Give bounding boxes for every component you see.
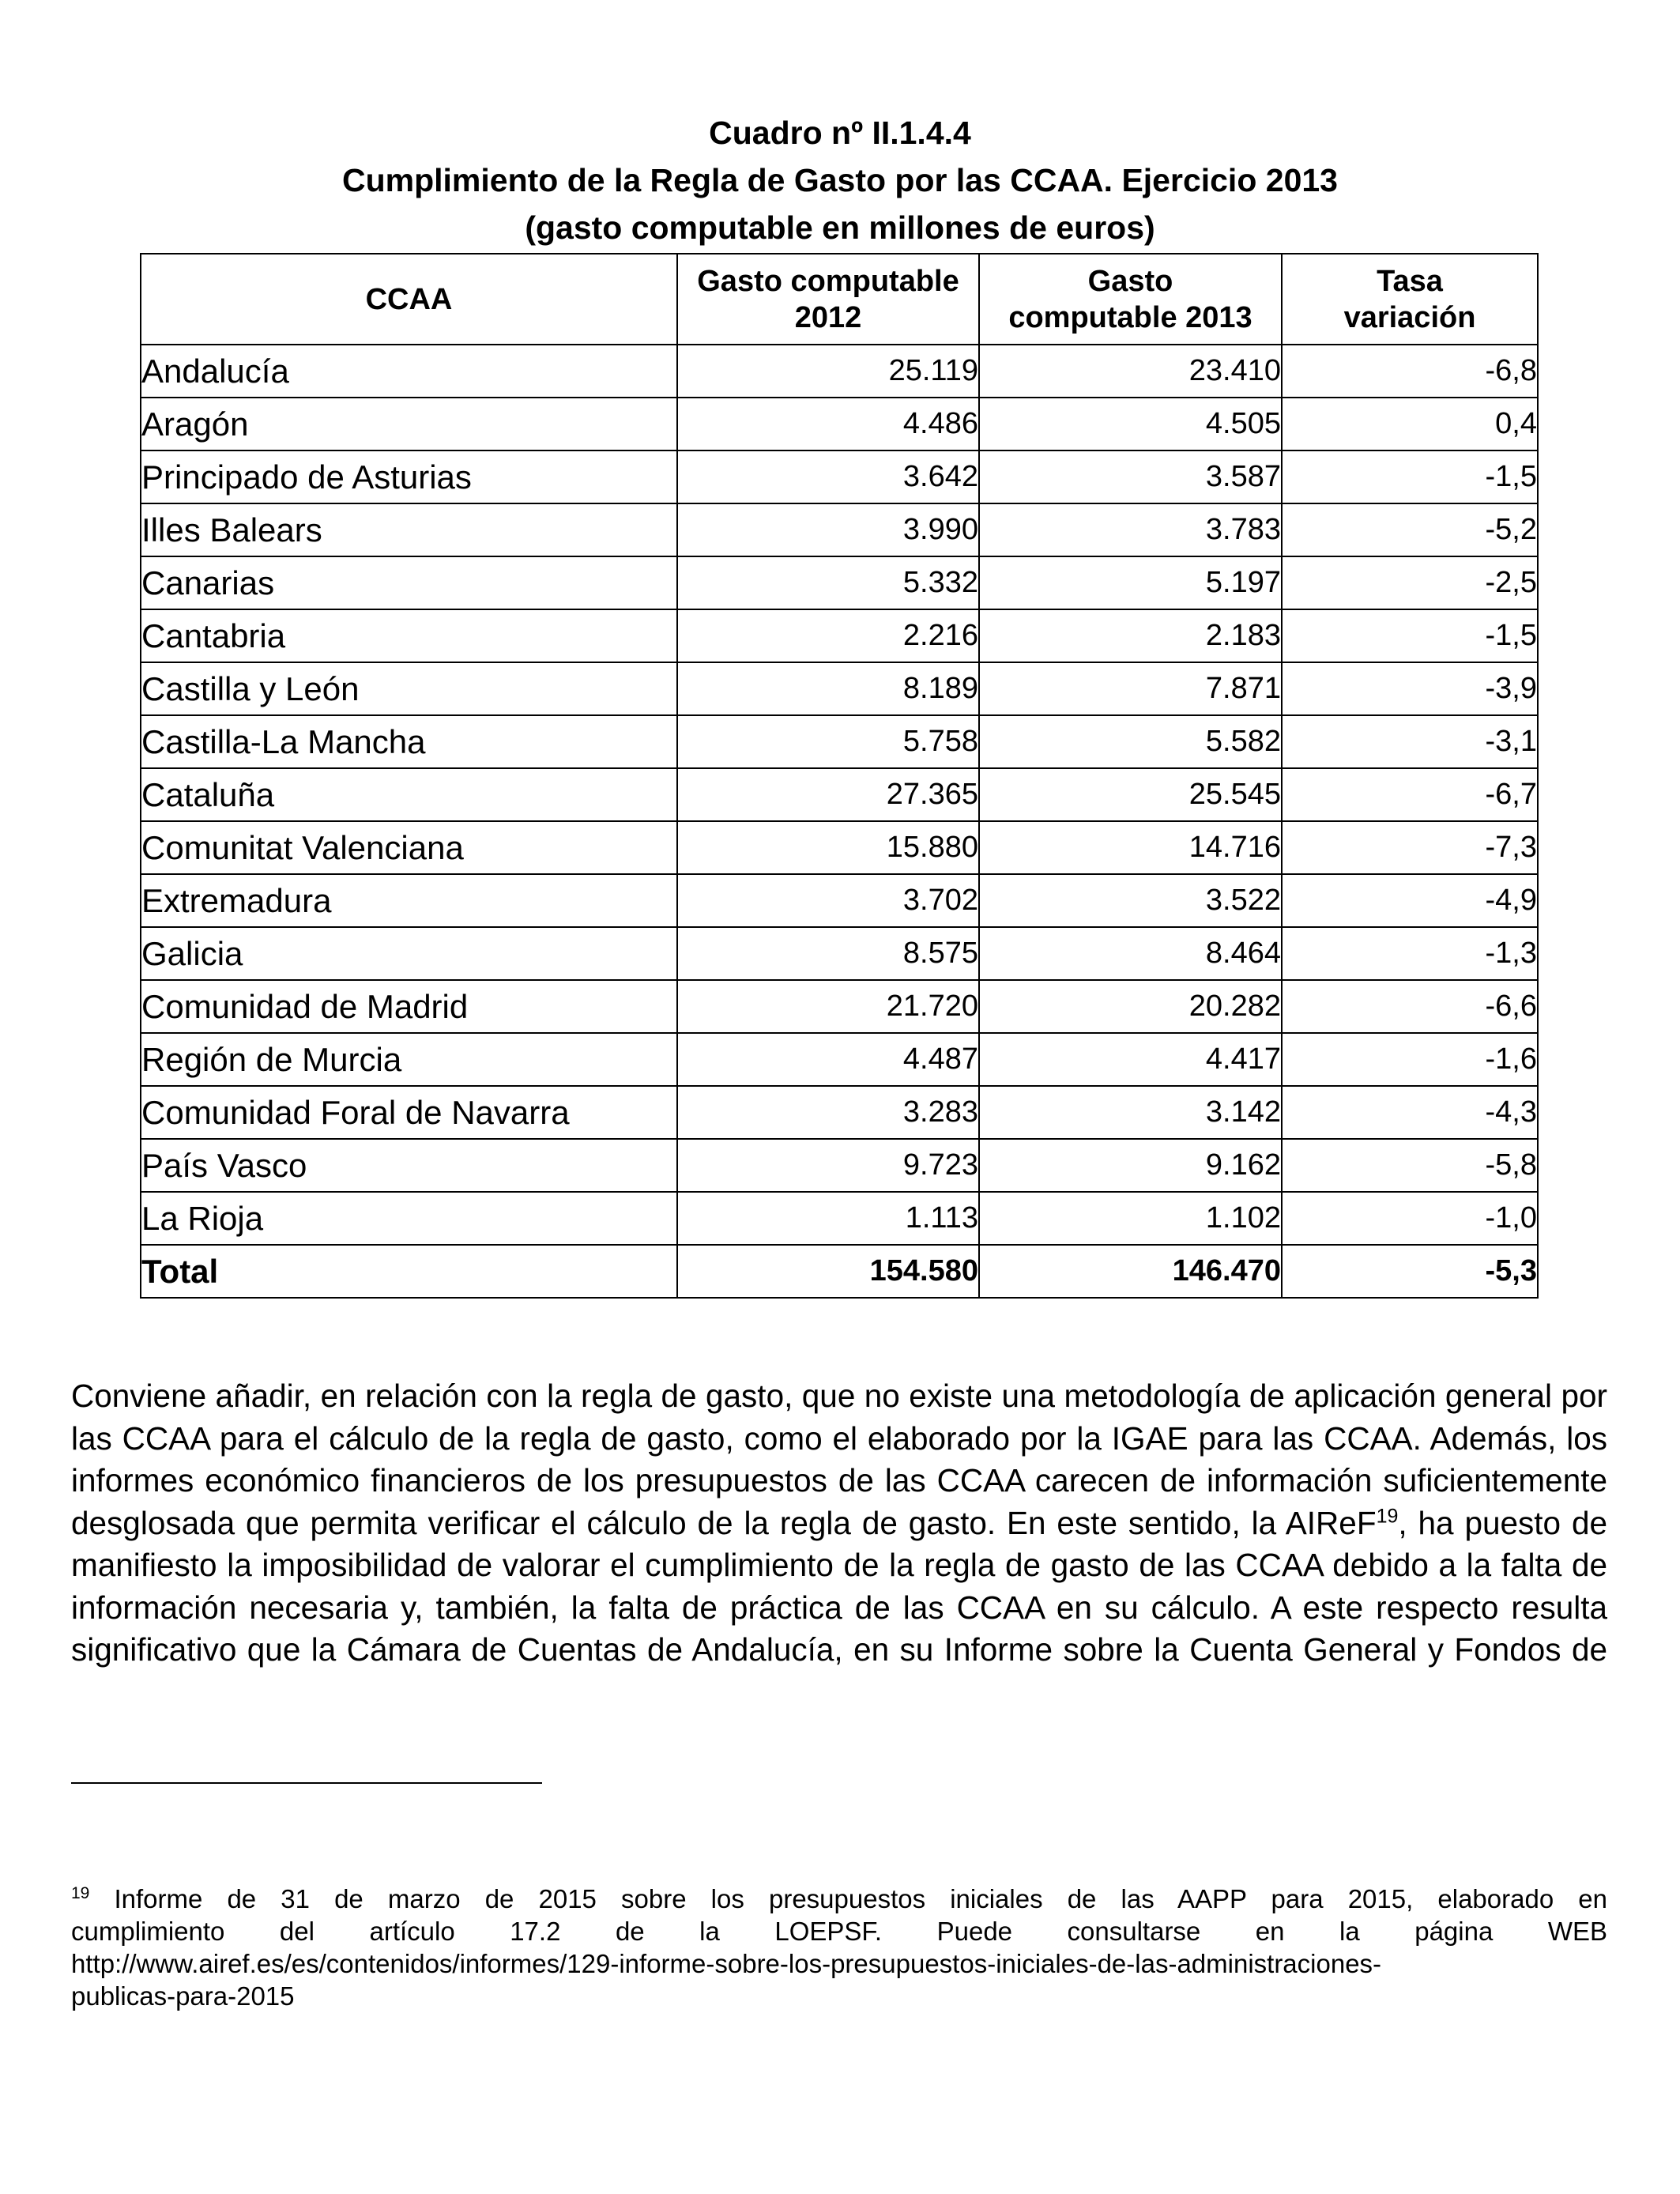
paragraph-line: la Cámara de Cuentas de Andalucía, en su Informe sobre la Cuenta General y Fondos de: [311, 1631, 1607, 1668]
total-tasa: -5,3: [1282, 1245, 1538, 1298]
row-gasto-2013: 4.417: [979, 1033, 1282, 1086]
table-title: Cumplimiento de la Regla de Gasto por las CCAA. Ejercicio 2013: [342, 162, 1338, 198]
row-name: Comunidad Foral de Navarra: [141, 1086, 677, 1139]
table-row: [141, 1139, 1538, 1192]
row-gasto-2013: 7.871: [979, 662, 1282, 715]
row-tasa: -6,6: [1282, 980, 1538, 1033]
table-subtitle: (gasto computable en millones de euros): [525, 209, 1155, 246]
row-tasa: -7,3: [1282, 821, 1538, 874]
row-name: Región de Murcia: [141, 1033, 677, 1086]
row-name: Castilla y León: [141, 662, 677, 715]
row-gasto-2012: 4.487: [677, 1033, 979, 1086]
row-name: Extremadura: [141, 874, 677, 927]
table-row: [141, 1086, 1538, 1139]
table-row: [141, 715, 1538, 768]
row-gasto-2012: 8.575: [677, 927, 979, 980]
row-name: Andalucía: [141, 345, 677, 398]
row-gasto-2013: 3.522: [979, 874, 1282, 927]
row-name: Comunitat Valenciana: [141, 821, 677, 874]
row-tasa: -1,6: [1282, 1033, 1538, 1086]
table-row: [141, 556, 1538, 609]
header-gasto-2012: Gasto computable 2012: [677, 254, 979, 345]
header-tasa-variacion: Tasa variación: [1282, 254, 1538, 345]
row-tasa: -1,0: [1282, 1192, 1538, 1245]
row-tasa: -3,1: [1282, 715, 1538, 768]
table-row: [141, 345, 1538, 398]
footnote-number: 19: [71, 1884, 90, 1902]
row-gasto-2013: 4.505: [979, 398, 1282, 450]
row-gasto-2012: 3.283: [677, 1086, 979, 1139]
row-gasto-2013: 23.410: [979, 345, 1282, 398]
row-name: Aragón: [141, 398, 677, 450]
row-name: Cantabria: [141, 609, 677, 662]
row-name: La Rioja: [141, 1192, 677, 1245]
total-label: Total: [141, 1245, 677, 1298]
row-tasa: 0,4: [1282, 398, 1538, 450]
paragraph-line: el cumplimiento de la regla de gasto de las CCAA debido a la falta de información necesaria y,: [71, 1547, 1607, 1626]
row-tasa: -3,9: [1282, 662, 1538, 715]
table-row: [141, 821, 1538, 874]
row-gasto-2012: 4.486: [677, 398, 979, 450]
row-gasto-2012: 3.990: [677, 503, 979, 556]
row-gasto-2012: 27.365: [677, 768, 979, 821]
header-ccaa: CCAA: [141, 254, 677, 345]
row-gasto-2013: 9.162: [979, 1139, 1282, 1192]
row-gasto-2012: 5.758: [677, 715, 979, 768]
row-gasto-2013: 5.582: [979, 715, 1282, 768]
total-row: [141, 1245, 1538, 1298]
row-gasto-2013: 14.716: [979, 821, 1282, 874]
row-tasa: -1,3: [1282, 927, 1538, 980]
table-row: [141, 1033, 1538, 1086]
total-gasto-2013: 146.470: [979, 1245, 1282, 1298]
row-name: Illes Balears: [141, 503, 677, 556]
expenditure-rule-table: [140, 253, 1539, 1299]
paragraph-line: IGAE para las CCAA. Además, los informes económico financieros de los presupuestos de las: [71, 1419, 1607, 1498]
row-gasto-2012: 5.332: [677, 556, 979, 609]
table-row: [141, 927, 1538, 980]
row-gasto-2013: 1.102: [979, 1192, 1282, 1245]
row-tasa: -1,5: [1282, 450, 1538, 503]
table-row: [141, 874, 1538, 927]
row-name: Canarias: [141, 556, 677, 609]
row-gasto-2012: 2.216: [677, 609, 979, 662]
row-name: Galicia: [141, 927, 677, 980]
row-name: País Vasco: [141, 1139, 677, 1192]
row-tasa: -4,9: [1282, 874, 1538, 927]
paragraph-line: también, la falta de práctica de las CCAA en su cálculo. A este respecto resulta significativo que: [71, 1589, 1607, 1668]
row-tasa: -5,8: [1282, 1139, 1538, 1192]
row-name: Castilla-La Mancha: [141, 715, 677, 768]
footnote-line: $^{19}$ Informe de 31 de marzo de 2015 sobre los presupuestos iniciales de las AAPP para 2015, elaborado en: [71, 1884, 1607, 1913]
total-gasto-2012: 154.580: [677, 1245, 979, 1298]
row-gasto-2013: 3.142: [979, 1086, 1282, 1139]
row-name: Cataluña: [141, 768, 677, 821]
row-tasa: -6,7: [1282, 768, 1538, 821]
row-tasa: -2,5: [1282, 556, 1538, 609]
row-gasto-2012: 21.720: [677, 980, 979, 1033]
table-row: [141, 503, 1538, 556]
footnote-line: cumplimiento del artículo 17.2 de la LOEPSF. Puede consultarse en la página WEB: [71, 1917, 1607, 1946]
footnote-url[interactable]: http://www.airef.es/es/contenidos/informes/129-informe-sobre-los-presupuestos-iniciales-de-las-administraciones- publicas-para-2015: [71, 1949, 1382, 2011]
footnote: [71, 1883, 1607, 2012]
header-gasto-2013: Gasto computable 2013: [979, 254, 1282, 345]
row-tasa: -5,2: [1282, 503, 1538, 556]
row-tasa: -1,5: [1282, 609, 1538, 662]
row-gasto-2013: 25.545: [979, 768, 1282, 821]
paragraph-line: regla de gasto. En este sentido, la AIReF: [779, 1504, 1377, 1541]
row-gasto-2012: 9.723: [677, 1139, 979, 1192]
row-gasto-2013: 8.464: [979, 927, 1282, 980]
row-gasto-2012: 3.642: [677, 450, 979, 503]
paragraph-line: Conviene añadir, en relación con la regla de gasto, que no existe una metodología de: [71, 1378, 1285, 1414]
table-row: [141, 662, 1538, 715]
row-gasto-2012: 8.189: [677, 662, 979, 715]
row-gasto-2013: 3.783: [979, 503, 1282, 556]
table-row: [141, 450, 1538, 503]
footnote-separator: [71, 1782, 542, 1784]
table-row: [141, 980, 1538, 1033]
row-gasto-2012: 25.119: [677, 345, 979, 398]
row-gasto-2012: 15.880: [677, 821, 979, 874]
table-caption: [0, 109, 1680, 251]
paragraph-line: , ha puesto de manifiesto la imposibilidad de valorar: [71, 1504, 1607, 1583]
table-row: [141, 768, 1538, 821]
row-gasto-2013: 2.183: [979, 609, 1282, 662]
row-tasa: -6,8: [1282, 345, 1538, 398]
row-name: Comunidad de Madrid: [141, 980, 677, 1033]
row-gasto-2012: 1.113: [677, 1192, 979, 1245]
paragraph-line: aplicación general por las CCAA para el cálculo de la regla de gasto, como el elaborado por la: [71, 1378, 1607, 1457]
table-row: [141, 609, 1538, 662]
row-gasto-2013: 3.587: [979, 450, 1282, 503]
paragraph-line: CCAA carecen de información suficientemente desglosada que permita verificar el cálculo de la: [71, 1462, 1607, 1541]
header-row: [141, 254, 1538, 345]
row-tasa: -4,3: [1282, 1086, 1538, 1139]
row-name: Principado de Asturias: [141, 450, 677, 503]
body-paragraph: [71, 1375, 1607, 1672]
row-gasto-2013: 20.282: [979, 980, 1282, 1033]
row-gasto-2012: 3.702: [677, 874, 979, 927]
table-row: [141, 1192, 1538, 1245]
table-number: Cuadro nº II.1.4.4: [709, 115, 971, 151]
table-row: [141, 398, 1538, 450]
row-gasto-2013: 5.197: [979, 556, 1282, 609]
footnote-ref[interactable]: 19: [1376, 1505, 1399, 1527]
